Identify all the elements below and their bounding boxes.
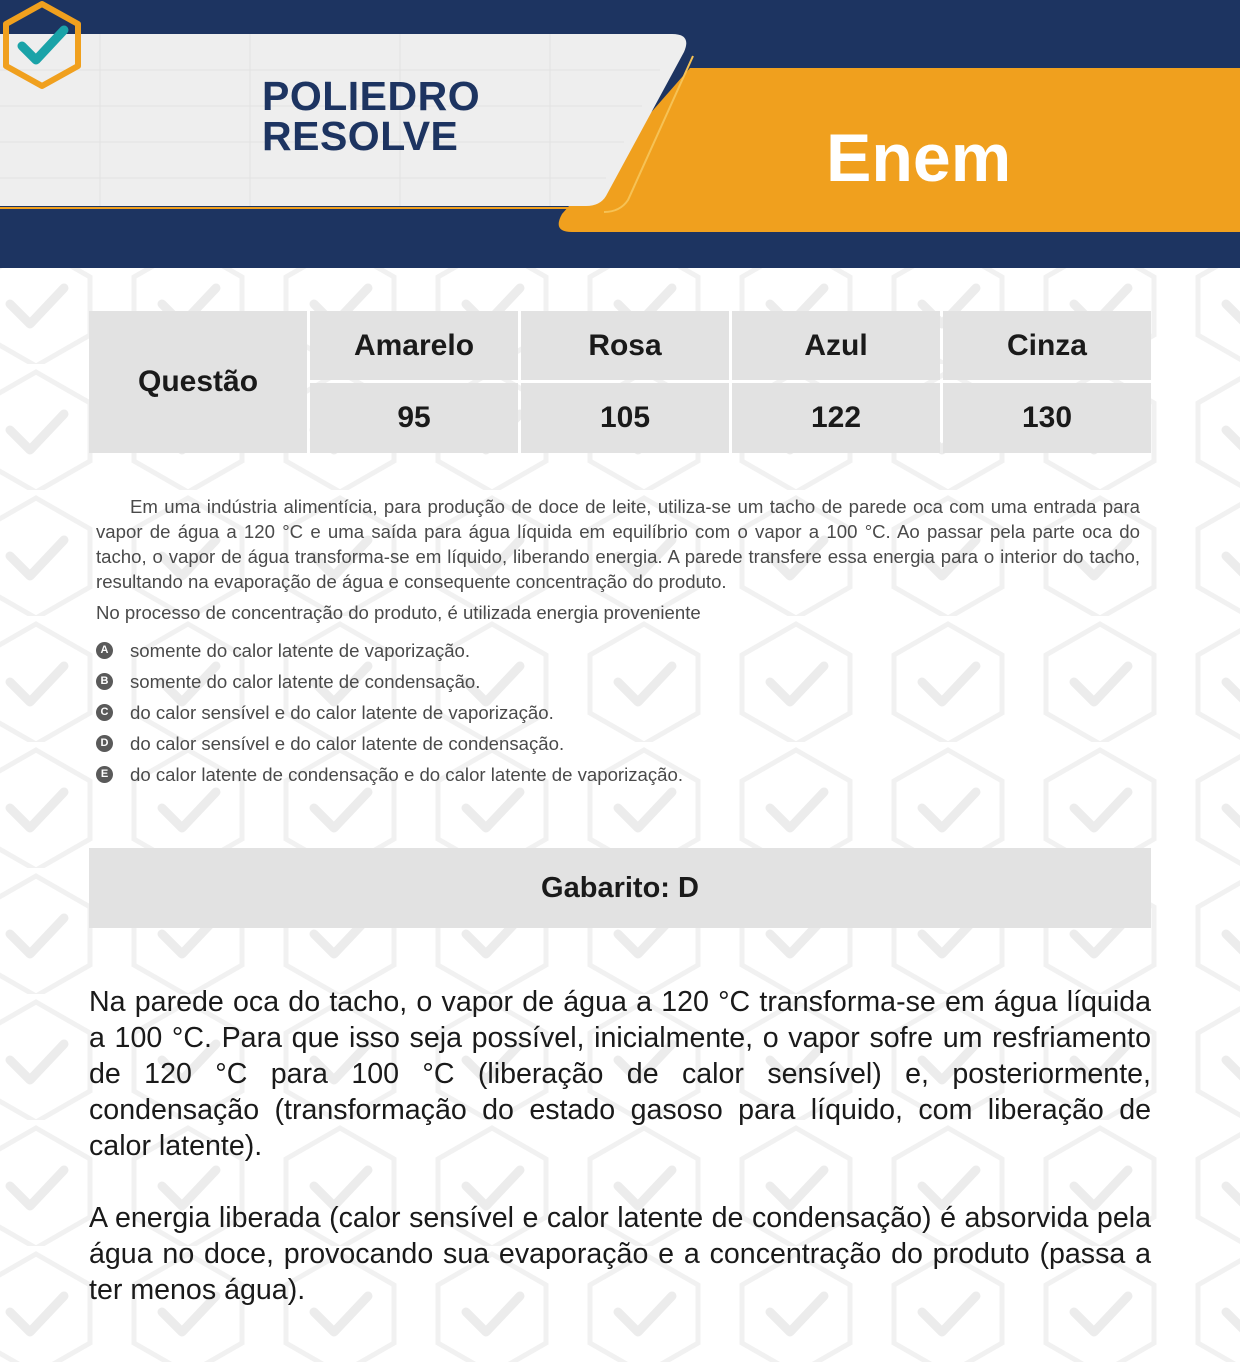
option-letter-badge: C: [96, 704, 113, 721]
table-cell-amarelo-number: 95: [310, 383, 518, 453]
table-row-label: Questão: [89, 311, 307, 453]
header-shapes: [0, 0, 1240, 268]
question-block: [96, 494, 1140, 790]
explanation-paragraph-2: A energia liberada (calor sensível e calor latente de condensação) é absorvida pela água no doce, provocando sua evaporação e a concentração do produto (passa a ter menos água).: [89, 1202, 1151, 1306]
check-hexagon-icon: [0, 0, 84, 90]
option-e: [96, 759, 1140, 790]
table-header-cinza: Cinza: [943, 311, 1151, 380]
question-version-table: [89, 311, 1151, 453]
option-b: [96, 666, 1140, 697]
option-text: somente do calor latente de vaporização.: [130, 640, 471, 661]
option-text: do calor sensível e do calor latente de vaporização.: [130, 702, 554, 723]
exam-title: Enem: [826, 120, 1012, 196]
option-text: do calor latente de condensação e do calor latente de vaporização.: [130, 764, 684, 785]
brand-line-1: POLIEDRO: [262, 73, 481, 119]
option-letter-badge: D: [96, 735, 113, 752]
explanation-paragraph-1: Na parede oca do tacho, o vapor de água a 120 °C transforma-se em água líquida a 100 °C. Para que isso seja possível, inicialmente, o vapor sofre um resfriamento de 120 °C para 100 °C (liberação de calor sensível) e, posteriormente, condensação (transformação do estado gasoso para líquido, com liberação de calor latente).: [89, 986, 1151, 1162]
table-header-rosa: Rosa: [521, 311, 729, 380]
option-text: somente do calor latente de condensação.: [130, 671, 481, 692]
header-banner: [0, 0, 1240, 268]
option-c: [96, 697, 1140, 728]
table-cell-cinza-number: 130: [943, 383, 1151, 453]
option-letter-badge: B: [96, 673, 113, 690]
brand-logo-text: [262, 73, 481, 159]
option-a: [96, 635, 1140, 666]
question-stem: Em uma indústria alimentícia, para produção de doce de leite, utiliza-se um tacho de parede oca com uma entrada para vapor de água a 120 °C e uma saída para água líquida em equilíbrio com o vapor a 100 °C. Ao passar pela parte oca do tacho, o vapor de água transforma-se em líquido, liberando energia. A parede transfere essa energia para o interior do tacho, resultando na evaporação de água e consequente concentração do produto.: [96, 496, 1140, 592]
explanation-block: [89, 984, 1151, 1308]
table-cell-azul-number: 122: [732, 383, 940, 453]
question-prompt: No processo de concentração do produto, é utilizada energia proveniente: [96, 602, 701, 623]
options-list: [96, 635, 1140, 790]
table-header-azul: Azul: [732, 311, 940, 380]
answer-key-box: Gabarito: D: [89, 848, 1151, 928]
option-d: [96, 728, 1140, 759]
brand-line-2: RESOLVE: [262, 113, 459, 159]
option-letter-badge: E: [96, 766, 113, 783]
table-cell-rosa-number: 105: [521, 383, 729, 453]
table-header-amarelo: Amarelo: [310, 311, 518, 380]
option-letter-badge: A: [96, 642, 113, 659]
option-text: do calor sensível e do calor latente de condensação.: [130, 733, 565, 754]
